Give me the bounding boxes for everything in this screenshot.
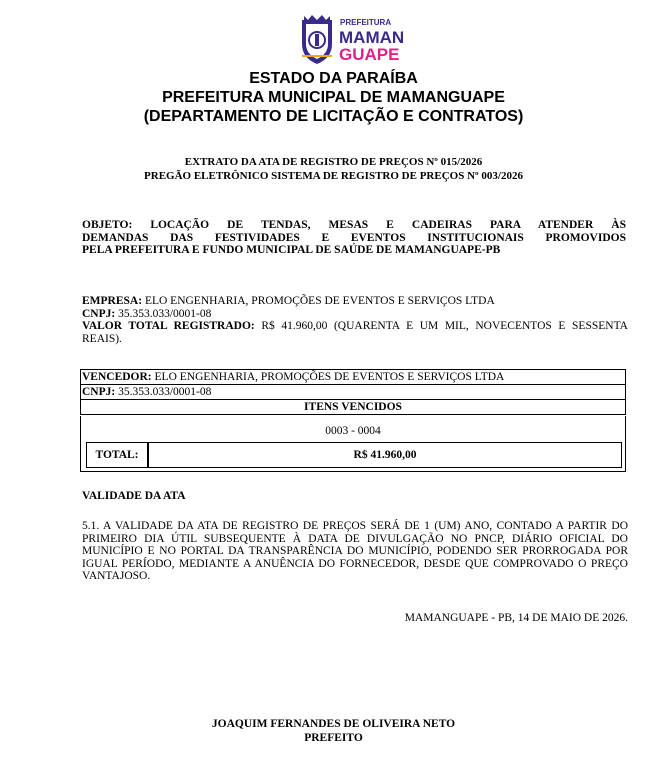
valor-line: [82, 320, 628, 345]
empresa-section: [82, 295, 628, 345]
extract-title: EXTRATO DA ATA DE REGISTRO DE PREÇOS Nº 015/2026: [184, 156, 483, 168]
empresa-line: [82, 295, 628, 308]
header-prefeitura: PREFEITURA MUNICIPAL DE MAMANGUAPE: [162, 89, 505, 106]
total-row: [81, 442, 625, 467]
total-value: R$ 41.960,00: [148, 442, 622, 468]
objeto-line-1: OBJETO: LOCAÇÃO DE TENDAS, MESAS E CADEIRAS PARA ATENDER ÀS: [82, 219, 626, 231]
total-label: TOTAL:: [86, 442, 148, 468]
logo-prefeitura-text: PREFEITURA: [340, 18, 392, 27]
objeto-section: [82, 219, 626, 257]
vencedor-label: VENCEDOR:: [82, 371, 152, 383]
empresa-label: EMPRESA:: [82, 295, 143, 307]
header-department: (DEPARTAMENTO DE LICITAÇÃO E CONTRATOS): [143, 108, 524, 125]
table-row: [81, 385, 626, 400]
itens-header: ITENS VENCIDOS: [81, 400, 626, 415]
signature-role: PREFEITO: [304, 732, 363, 744]
objeto-line-3: PELA PREFEITURA E FUNDO MUNICIPAL DE SAÚDE DE MAMANGUAPE-PB: [82, 244, 501, 256]
table-cnpj-value: 35.353.033/0001-08: [115, 386, 212, 398]
valor-label: VALOR TOTAL REGISTRADO:: [82, 320, 255, 332]
header-state: ESTADO DA PARAÍBA: [249, 70, 418, 87]
itens-box: [80, 416, 626, 472]
empresa-value: ELO ENGENHARIA, PROMOÇÕES DE EVENTOS E SERVIÇOS LTDA: [142, 295, 495, 307]
table-cnpj-label: CNPJ:: [82, 386, 116, 398]
itens-value: 0003 - 0004: [325, 425, 381, 437]
logo-graphic: [296, 14, 411, 66]
cnpj-line: [82, 308, 628, 321]
validade-text: 5.1. A VALIDADE DA ATA DE REGISTRO DE PREÇOS SERÁ DE 1 (UM) ANO, CONTADO A PARTIR DO PRIMEIRO DIA ÚTIL SUBSEQUENTE À DATA DE DIVULGAÇÃO NO PNCP, DIÁRIO OFICIAL DO MUNICÍPIO E NO PORTAL DA TRANSPARÊNCIA DO MUNICÍPIO, PODENDO SER PRORROGADA POR IGUAL PERÍODO, MEDIANTE A ANUÊNCIA DO FORNECEDOR, DESDE QUE COMPROVADO O PREÇO VANTAJOSO.: [82, 520, 628, 582]
crown-icon: [304, 15, 330, 22]
valor-value: R$ 41.960,00 (QUARENTA E UM MIL, NOVECENTOS E SESSENTA REAIS).: [82, 320, 628, 345]
vencedor-cell: [81, 370, 626, 385]
cnpj-cell: [81, 385, 626, 400]
objeto-line-2: DEMANDAS DAS FESTIVIDADES E EVENTOS INSTITUCIONAIS PROMOVIDOS: [82, 231, 626, 244]
extract-subtitle: PREGÃO ELETRÔNICO SISTEMA DE REGISTRO DE PREÇOS Nº 003/2026: [144, 170, 523, 182]
vencedor-value: ELO ENGENHARIA, PROMOÇÕES DE EVENTOS E SERVIÇOS LTDA: [151, 371, 505, 383]
prefeitura-logo: [296, 14, 411, 66]
vencedor-table: [80, 369, 626, 415]
validade-title: VALIDADE DA ATA: [82, 490, 186, 502]
date-line: MAMANGUAPE - PB, 14 DE MAIO DE 2026.: [404, 612, 628, 624]
logo-maman-text: MAMAN: [339, 28, 405, 47]
table-row: [81, 400, 626, 415]
signature-name: JOAQUIM FERNANDES DE OLIVEIRA NETO: [211, 718, 456, 730]
cnpj-value: 35.353.033/0001-08: [115, 307, 212, 320]
logo-guape-text: GUAPE: [339, 45, 400, 64]
cnpj-label: CNPJ:: [82, 307, 116, 320]
table-row: [81, 370, 626, 385]
